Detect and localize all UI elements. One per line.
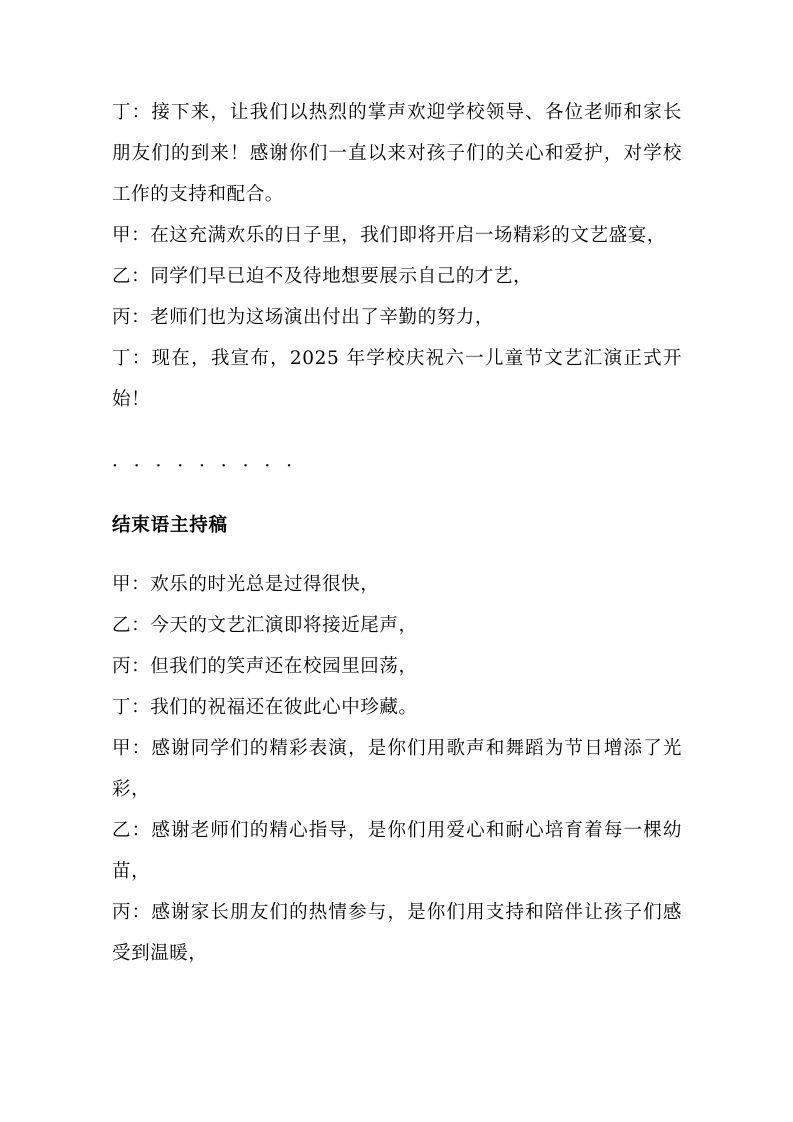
paragraph-jia-joy: 甲：在这充满欢乐的日子里，我们即将开启一场精彩的文艺盛宴， — [112, 225, 666, 246]
paragraph-yi-talent: 乙：同学们早已迫不及待地想要展示自己的才艺， — [112, 266, 533, 287]
heading-closing-script: 结束语主持稿 — [112, 515, 228, 536]
paragraph-ding-blessing: 丁：我们的祝福还在彼此心中珍藏。 — [112, 697, 418, 718]
paragraph-jia-time-flies: 甲：欢乐的时光总是过得很快， — [112, 574, 380, 595]
paragraph-bing-laughter: 丙：但我们的笑声还在校园里回荡， — [112, 656, 418, 677]
paragraph-yi-thanks-teachers: 乙：感谢老师们的精心指导，是你们用爱心和耐心培育着每一棵幼苗， — [112, 820, 682, 882]
paragraph-bing-teachers: 丙：老师们也为这场演出付出了辛勤的努力， — [112, 307, 495, 328]
document-body — [112, 92, 682, 974]
section-separator-dots: · · · · · · · · · — [112, 456, 297, 477]
paragraph-jia-thanks-students: 甲：感谢同学们的精彩表演，是你们用歌声和舞蹈为节日增添了光彩， — [112, 738, 682, 800]
paragraph-ding-welcome: 丁：接下来，让我们以热烈的掌声欢迎学校领导、各位老师和家长朋友们的到来！感谢你们一直以来对孩子们的关心和爱护，对学校工作的支持和配合。 — [112, 102, 682, 205]
paragraph-yi-ending: 乙：今天的文艺汇演即将接近尾声， — [112, 615, 418, 636]
paragraph-bing-thanks-parents: 丙：感谢家长朋友们的热情参与，是你们用支持和陪伴让孩子们感受到温暖， — [112, 902, 682, 964]
paragraph-ding-announce: 丁：现在，我宣布，2025 年学校庆祝六一儿童节文艺汇演正式开始！ — [112, 348, 682, 410]
